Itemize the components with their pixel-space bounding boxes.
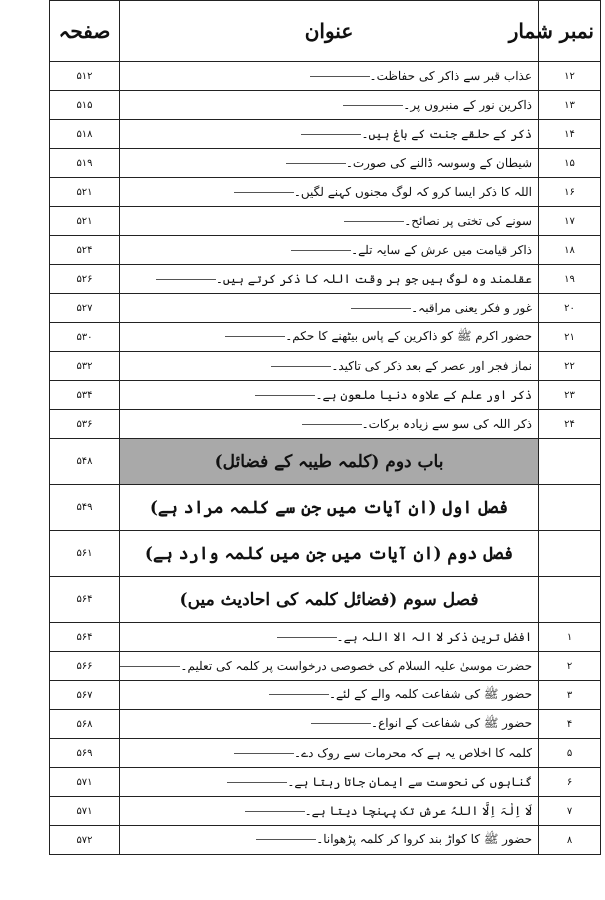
table-row [50,710,601,739]
row-number: ۸ [539,826,601,855]
section-number [539,531,601,577]
row-number: ۲۴ [539,410,601,439]
row-number: ۳ [539,681,601,710]
row-title: حضرت موسیٰ علیہ السلام کی خصوصی درخواست پر کلمہ کی تعلیم۔ [120,652,539,681]
row-title: کلمہ کا اخلاص یہ ہے کہ محرمات سے روک دے۔ [120,739,539,768]
row-number: ۲ [539,652,601,681]
table-row [50,149,601,178]
row-number: ۱۶ [539,178,601,207]
row-number: ۱۹ [539,265,601,294]
section-heading-row [50,531,601,577]
row-title: افضل ترین ذکر لا الہ الا اللہ ہے۔ [120,623,539,652]
row-page: ۵۲۴ [50,236,120,265]
chapter-page: ۵۴۸ [50,439,120,485]
row-page: ۵۲۷ [50,294,120,323]
row-page: ۵۷۱ [50,797,120,826]
section-title: فصل سوم (فضائل کلمہ کی احادیث میں) [120,577,539,623]
row-page: ۵۳۲ [50,352,120,381]
row-page: ۵۱۹ [50,149,120,178]
row-page: ۵۲۱ [50,207,120,236]
row-title: عذاب قبر سے ذاکر کی حفاظت۔ [120,62,539,91]
table-row [50,207,601,236]
row-title: حضور ﷺ کی شفاعت کلمہ والے کے لئے۔ [120,681,539,710]
table-row [50,739,601,768]
chapter-number [539,439,601,485]
row-number: ۷ [539,797,601,826]
table-row [50,62,601,91]
row-page: ۵۶۹ [50,739,120,768]
table-row [50,623,601,652]
table-row [50,797,601,826]
row-title: غور و فکر یعنی مراقبہ۔ [120,294,539,323]
row-number: ۲۲ [539,352,601,381]
row-page: ۵۱۲ [50,62,120,91]
row-page: ۵۷۱ [50,768,120,797]
section-heading-row [50,577,601,623]
row-number: ۲۰ [539,294,601,323]
row-number: ۱۲ [539,62,601,91]
header-title: عنوان [120,1,539,62]
row-title: ذاکر قیامت میں عرش کے سایہ تلے۔ [120,236,539,265]
row-number: ۵ [539,739,601,768]
row-title: لَا اِلٰہَ اِلَّا اللہُ عرش تک پہنچا دیتا ہے۔ [120,797,539,826]
table-row [50,768,601,797]
table-row [50,323,601,352]
table-row [50,236,601,265]
row-title: شیطان کے وسوسہ ڈالنے کی صورت۔ [120,149,539,178]
row-title: ذکر اللہ کی سو سے زیادہ برکات۔ [120,410,539,439]
row-title: ذکر کے حلقے جنت کے باغ ہیں۔ [120,120,539,149]
row-number: ۱۳ [539,91,601,120]
row-title: ذکر اور علم کے علاوہ دنیا ملعون ہے۔ [120,381,539,410]
row-number: ۲۳ [539,381,601,410]
row-page: ۵۳۶ [50,410,120,439]
section-number [539,485,601,531]
row-title: ذاکرین نور کے منبروں پر۔ [120,91,539,120]
row-page: ۵۶۴ [50,623,120,652]
section-title: فصل دوم (ان آیات میں جن میں کلمہ وارد ہے) [120,531,539,577]
table-row [50,91,601,120]
table-row [50,381,601,410]
row-title: نماز فجر اور عصر کے بعد ذکر کی تاکید۔ [120,352,539,381]
row-page: ۵۲۶ [50,265,120,294]
header-page: صفحہ [50,1,120,62]
row-page: ۵۱۸ [50,120,120,149]
row-title: حضور اکرم ﷺ کو ذاکرین کے پاس بیٹھنے کا حکم۔ [120,323,539,352]
row-page: ۵۱۵ [50,91,120,120]
row-page: ۵۳۰ [50,323,120,352]
row-number: ۶ [539,768,601,797]
row-title: حضور ﷺ کا کواڑ بند کروا کر کلمہ پڑھوانا۔ [120,826,539,855]
row-number: ۱۴ [539,120,601,149]
row-page: ۵۷۲ [50,826,120,855]
row-number: ۱۷ [539,207,601,236]
row-number: ۴ [539,710,601,739]
table-row [50,120,601,149]
chapter-heading-row [50,439,601,485]
row-title: حضور ﷺ کی شفاعت کے انواع۔ [120,710,539,739]
table-row [50,178,601,207]
row-number: ۱۵ [539,149,601,178]
row-page: ۵۳۴ [50,381,120,410]
section-number [539,577,601,623]
row-number: ۱۸ [539,236,601,265]
row-page: ۵۶۶ [50,652,120,681]
section-page: ۵۴۹ [50,485,120,531]
row-page: ۵۶۷ [50,681,120,710]
section-title: فصل اول (ان آیات میں جن سے کلمہ مراد ہے) [120,485,539,531]
table-row [50,410,601,439]
table-of-contents [49,0,601,855]
row-title: اللہ کا ذکر ایسا کرو کہ لوگ مجنوں کہنے لگیں۔ [120,178,539,207]
row-page: ۵۲۱ [50,178,120,207]
section-heading-row [50,485,601,531]
table-row [50,652,601,681]
table-row [50,352,601,381]
header-row [50,1,601,62]
row-title: عقلمند وہ لوگ ہیں جو ہر وقت اللہ کا ذکر کرتے ہیں۔ [120,265,539,294]
header-number: نمبر شمار [539,1,601,62]
section-page: ۵۶۱ [50,531,120,577]
table-row [50,265,601,294]
table-row [50,826,601,855]
table-row [50,681,601,710]
row-title: گناہوں کی نحوست سے ایمان جاتا رہتا ہے۔ [120,768,539,797]
row-number: ۲۱ [539,323,601,352]
row-title: سونے کی تختی پر نصائح۔ [120,207,539,236]
section-page: ۵۶۴ [50,577,120,623]
chapter-title: باب دوم (کلمہ طیبہ کے فضائل) [120,439,539,485]
row-number: ۱ [539,623,601,652]
row-page: ۵۶۸ [50,710,120,739]
table-row [50,294,601,323]
